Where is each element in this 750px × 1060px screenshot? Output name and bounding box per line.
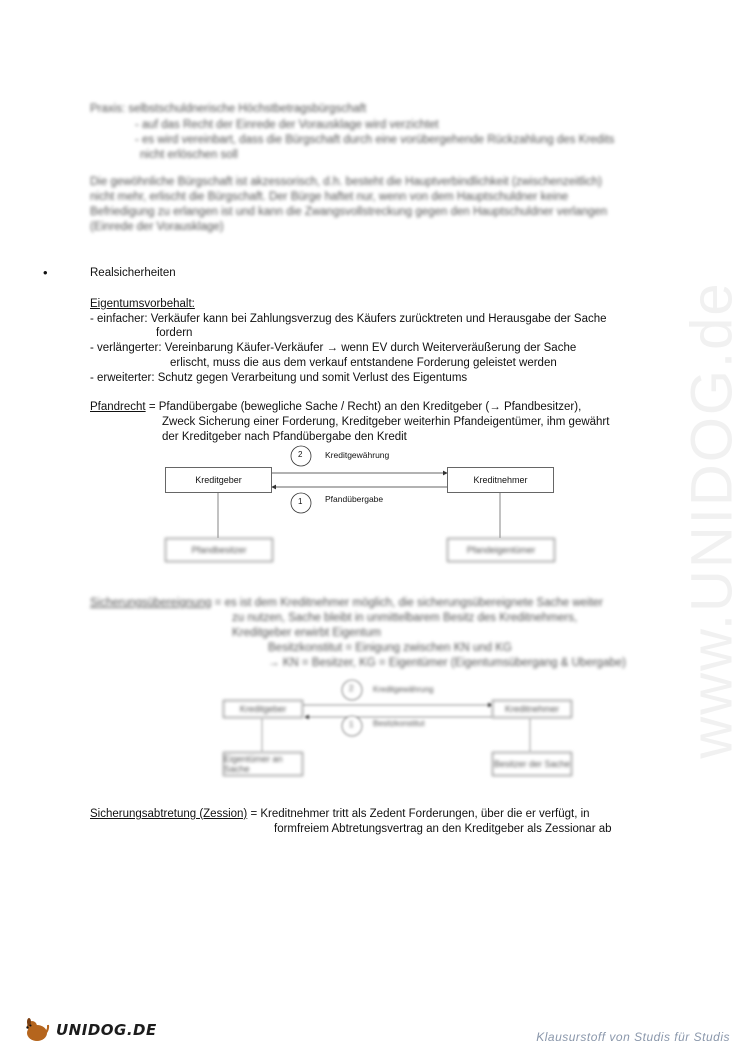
pfand-line: Zweck Sicherung einer Forderung, Kreditgeber weiterhin Pfandeigentümer, ihm gewährt: [162, 416, 610, 428]
box-kreditnehmer-2: Kreditnehmer: [492, 700, 572, 718]
blurred-line: Die gewöhnliche Bürgschaft ist akzessorisch, d.h. besteht die Hauptverbindlichkeit (zwischenzeitlich): [90, 176, 602, 188]
zession-line: formfreiem Abtretungsvertrag an den Kreditgeber als Zessionar ab: [274, 823, 612, 835]
blurred-line: nicht erlöschen soll: [140, 149, 238, 161]
zession-definition: = Kreditnehmer tritt als Zedent Forderungen, über die er verfügt, in: [247, 808, 590, 820]
pfand-definition: = Pfandübergabe (bewegliche Sache / Recht) an den Kreditgeber (→ Pfandbesitzer),: [145, 401, 582, 413]
dog-icon: [22, 1015, 52, 1045]
eigentum-line: - verlängerter: Vereinbarung Käufer-Verkäufer → wenn EV durch Weiterveräußerung der Sache: [90, 342, 577, 354]
step-number: 1: [298, 497, 303, 506]
logo-text: UNIDOG.DE: [56, 1021, 157, 1039]
pfand-line: der Kreditgeber nach Pfandübergabe den Kredit: [162, 431, 407, 443]
zession-line: [90, 808, 590, 820]
step-number: 2: [349, 684, 354, 693]
eigentum-line: fordern: [156, 327, 193, 339]
sicherung-line: Kreditgeber erwirbt Eigentum: [232, 627, 381, 639]
blurred-line: (Einrede der Vorausklage): [90, 221, 224, 233]
box-pfandbesitzer: Pfandbesitzer: [165, 538, 273, 562]
box-eigentuemer: Eigentümer an Sache: [223, 752, 303, 776]
eigentum-heading: Eigentumsvorbehalt:: [90, 298, 195, 310]
sicherung-line: → KN = Besitzer, KG = Eigentümer (Eigentumsübergang & Übergabe): [268, 657, 626, 669]
section-title: Realsicherheiten: [90, 267, 176, 279]
sicherung-line: zu nutzen, Sache bleibt in unmittelbarem Besitz des Kreditnehmers,: [232, 612, 578, 624]
sicherung-line: [90, 597, 603, 609]
sicherung-term: Sicherungsübereignung: [90, 597, 212, 609]
step-label: Pfandübergabe: [325, 494, 384, 504]
step-number: 2: [298, 450, 303, 459]
eigentum-line: erlischt, muss die aus dem verkauf entstandene Forderung geleistet werden: [170, 357, 557, 369]
sicherung-line: Besitzkonstitut = Einigung zwischen KN und KG: [268, 642, 512, 654]
sicherung-definition: = es ist dem Kreditnehmer möglich, die sicherungsübereignete Sache weiter: [211, 597, 604, 609]
box-besitzer: Besitzer der Sache: [492, 752, 572, 776]
unidog-logo[interactable]: [22, 1015, 157, 1045]
step-number: 1: [349, 720, 354, 729]
blurred-line: - es wird vereinbart, dass die Bürgschaft durch eine vorübergehende Rückzahlung des Kredits: [135, 134, 615, 146]
eigentum-line: - erweiterter: Schutz gegen Verarbeitung und somit Verlust des Eigentums: [90, 372, 468, 384]
box-pfandeigentuemer: Pfandeigentümer: [447, 538, 555, 562]
box-kreditgeber-2: Kreditgeber: [223, 700, 303, 718]
box-kreditnehmer: Kreditnehmer: [447, 467, 554, 493]
zession-term: Sicherungsabtretung (Zession): [90, 808, 248, 820]
footer-tagline: Klausurstoff von Studis für Studis: [536, 1030, 730, 1044]
eigentum-line: - einfacher: Verkäufer kann bei Zahlungsverzug des Käufers zurücktreten und Herausgabe der Sache: [90, 313, 607, 325]
blurred-line: Befriedigung zu erlangen ist und kann die Zwangsvollstreckung gegen den Hauptschuldner verlangen: [90, 206, 608, 218]
blurred-line: - auf das Recht der Einrede der Vorausklage wird verzichtet: [135, 119, 439, 131]
pfand-term: Pfandrecht: [90, 401, 146, 413]
watermark: www.UNIDOG.de: [679, 281, 745, 759]
step-label: Kreditgewährung: [373, 685, 434, 694]
box-kreditgeber: Kreditgeber: [165, 467, 272, 493]
bullet: •: [43, 265, 48, 280]
blurred-line: nicht mehr, erlischt die Bürgschaft. Der Bürge haftet nur, wenn von dem Hauptschuldner keine: [90, 191, 569, 203]
blurred-line: Praxis: selbstschuldnerische Höchstbetragsbürgschaft: [90, 103, 367, 115]
step-label: Kreditgewährung: [325, 450, 390, 460]
step-label: Besitzkonstitut: [373, 719, 425, 728]
